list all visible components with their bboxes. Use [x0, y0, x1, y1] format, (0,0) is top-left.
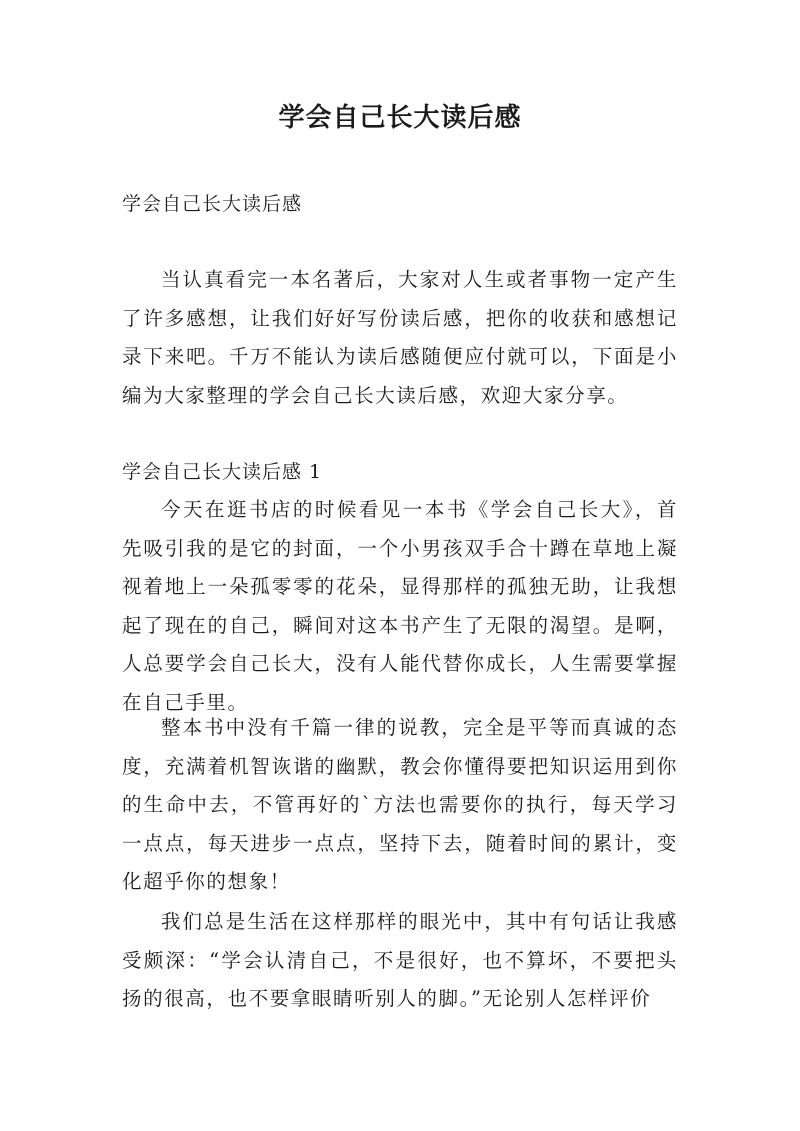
body-paragraph: 今天在逛书店的时候看见一本书《学会自己长大》，首先吸引我的是它的封面，一个小男孩双手合十蹲在草地上凝视着地上一朵孤零零的花朵，显得那样的孤独无助，让我想起了现在的自己，瞬间对这本书产生了无限的渴望。是啊，人总要学会自己长大，没有人能代替你成长，人生需要掌握在自己手里。 [122, 498, 678, 714]
body-paragraph: 我们总是生活在这样那样的眼光中，其中有句话让我感受颇深：“学会认清自己，不是很好，也不算坏，不要把头扬的很高，也不要拿眼睛听别人的脚。”无论别人怎样评价 [122, 910, 678, 1010]
document-title: 学会自己长大读后感 [278, 103, 522, 133]
body-paragraph: 整本书中没有千篇一律的说教，完全是平等而真诚的态度，充满着机智诙谐的幽默，教会你懂得要把知识运用到你的生命中去，不管再好的`方法也需要你的执行，每天学习一点点，每天进步一点点，坚持下去，随着时间的累计，变化超乎你的想象！ [122, 716, 678, 893]
document-subtitle: 学会自己长大读后感 [122, 193, 303, 215]
intro-paragraph: 当认真看完一本名著后，大家对人生或者事物一定产生了许多感想，让我们好好写份读后感，把你的收获和感想记录下来吧。千万不能认为读后感随便应付就可以，下面是小编为大家整理的学会自己长大读后感，欢迎大家分享。 [122, 268, 678, 407]
section-heading: 学会自己长大读后感 1 [122, 461, 323, 483]
